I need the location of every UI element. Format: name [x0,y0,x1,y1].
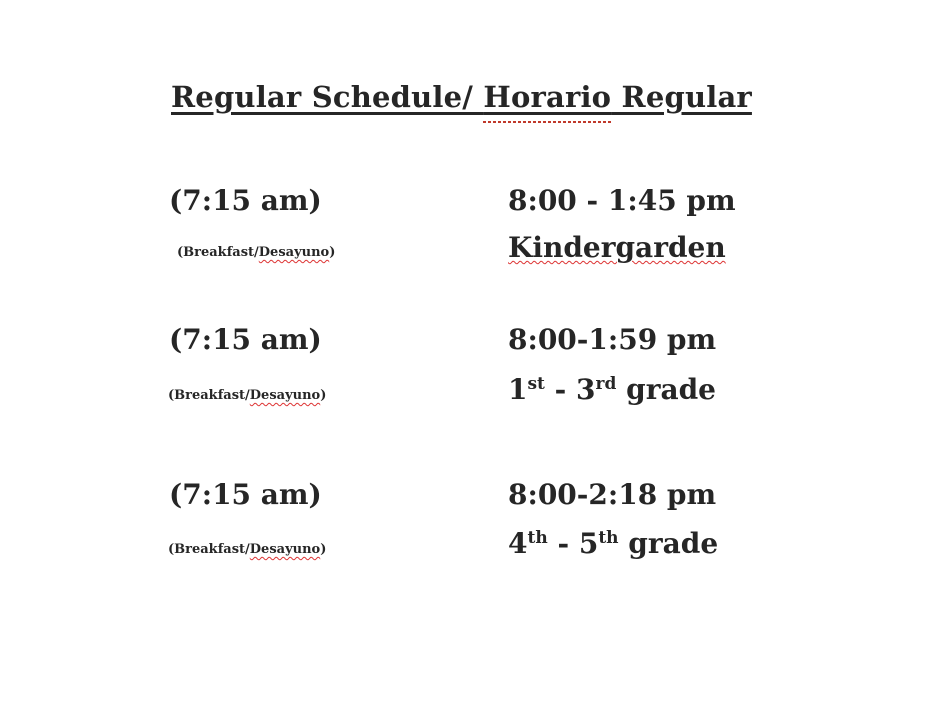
title-part-1: Regular Schedule/ [171,80,484,114]
school-hours-1: 8:00 - 1:45 pm [508,184,736,217]
grade-1 [508,231,726,264]
breakfast-time-1: (7:15 am) [169,184,322,217]
grade-3-word: grade [618,527,719,560]
breakfast-label-open: (Breakfast/ [177,245,259,260]
breakfast-label-word: Desayuno [249,542,321,557]
grade-3-end: 5 [578,527,599,560]
breakfast-label-close: ) [329,245,336,260]
grade-2-end-suffix: rd [595,374,617,394]
breakfast-label-1 [177,245,335,260]
breakfast-label-close: ) [320,388,327,403]
breakfast-label-word: Desayuno [249,388,321,403]
breakfast-label-open: (Breakfast/ [168,388,250,403]
breakfast-time-2: (7:15 am) [169,323,322,356]
title-part-2: Horario [483,80,612,114]
grade-3-separator: - [547,527,579,560]
breakfast-label-open: (Breakfast/ [168,542,250,557]
breakfast-label-3 [168,542,326,557]
grade-3 [508,527,718,560]
breakfast-label-2 [168,388,326,403]
grade-1-label: Kindergarden [508,231,726,264]
breakfast-label-word: Desayuno [258,245,330,260]
school-hours-3: 8:00-2:18 pm [508,478,717,511]
grade-3-start: 4 [508,527,528,560]
grade-2-start-suffix: st [527,374,545,394]
grade-2 [508,373,716,406]
breakfast-label-close: ) [320,542,327,557]
school-hours-2: 8:00-1:59 pm [508,323,717,356]
grade-2-word: grade [616,373,716,406]
grade-3-end-suffix: th [598,528,619,548]
breakfast-time-3: (7:15 am) [169,478,322,511]
grade-2-end: 3 [576,373,596,406]
title-part-3: Regular [611,80,752,114]
grade-2-start: 1 [508,373,528,406]
page-title [171,80,752,114]
grade-3-start-suffix: th [527,528,548,548]
grade-2-separator: - [544,373,577,406]
